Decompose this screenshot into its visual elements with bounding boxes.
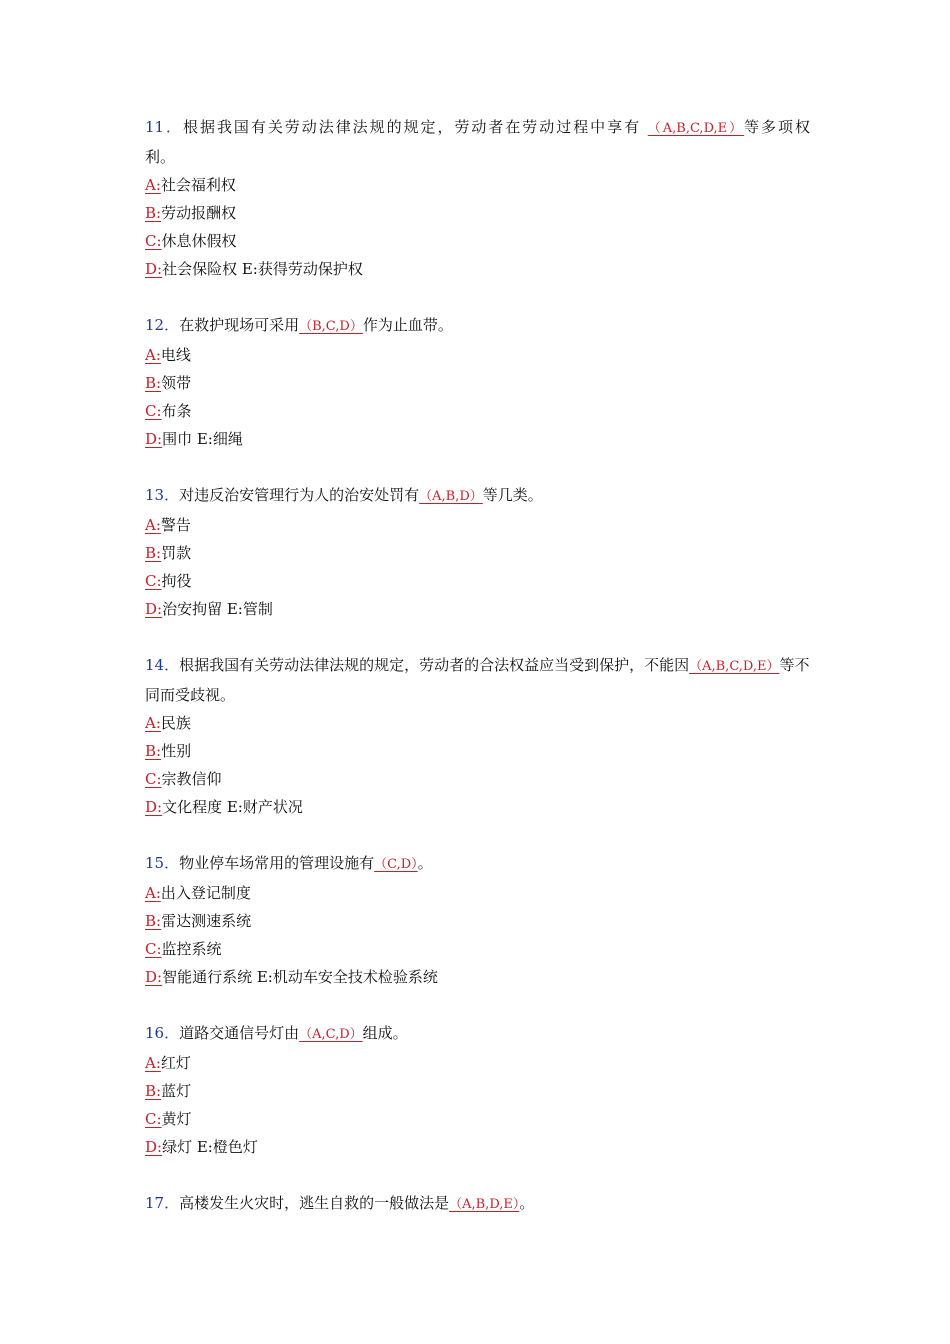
option-letter: A: — [145, 346, 161, 364]
question-stem — [145, 1019, 810, 1049]
option-letter: C: — [145, 402, 162, 420]
option-d — [145, 963, 810, 991]
option-letter: A: — [145, 516, 161, 534]
option-text: 绿灯 E:橙色灯 — [162, 1138, 258, 1156]
question-stem — [145, 113, 810, 143]
stem-text: 根据我国有关劳动法律法规的规定，劳动者的合法权益应当受到保护，不能因 — [179, 656, 690, 674]
option-a — [145, 341, 810, 369]
option-c — [145, 1105, 810, 1133]
option-text: 文化程度 E:财产状况 — [162, 798, 303, 816]
stem-text: 高楼发生火灾时，逃生自救的一般做法是 — [179, 1194, 450, 1212]
stem-text: 对违反治安管理行为人的治安处罚有 — [179, 486, 420, 504]
question-number: 14． — [145, 656, 180, 674]
option-letter: D: — [145, 968, 163, 986]
question-stem — [145, 849, 810, 879]
option-letter: C: — [145, 572, 162, 590]
option-text: 罚款 — [161, 544, 192, 562]
option-b — [145, 907, 810, 935]
option-a — [145, 879, 810, 907]
option-b — [145, 199, 810, 227]
option-c — [145, 765, 810, 793]
option-text: 警告 — [160, 516, 191, 534]
stem-text: 道路交通信号灯由 — [179, 1024, 300, 1042]
option-text: 性别 — [161, 742, 192, 760]
question-17 — [145, 1189, 810, 1219]
stem-text-post: 等几类。 — [482, 486, 543, 504]
answer-blank: （B,C,D） — [299, 319, 363, 334]
option-d — [145, 793, 810, 821]
question-number: 15． — [145, 854, 180, 872]
question-14 — [145, 651, 810, 821]
stem-text-post: 。 — [519, 1194, 535, 1212]
option-letter: B: — [145, 544, 162, 562]
option-d — [145, 255, 810, 283]
option-text: 布条 — [161, 402, 192, 420]
option-text: 蓝灯 — [161, 1082, 192, 1100]
option-b — [145, 737, 810, 765]
option-text: 雷达测速系统 — [161, 912, 252, 930]
answer-blank: （A,B,C,D,E） — [647, 121, 745, 136]
question-16 — [145, 1019, 810, 1161]
option-text: 黄灯 — [161, 1110, 192, 1128]
answer-blank: （A,B,D） — [419, 489, 483, 504]
question-number: 16． — [145, 1024, 180, 1042]
option-letter: B: — [145, 742, 162, 760]
option-text: 拘役 — [161, 572, 192, 590]
answer-blank: （A,B,C,D,E） — [689, 659, 780, 674]
option-text: 围巾 E:细绳 — [162, 430, 243, 448]
option-text: 红灯 — [160, 1054, 191, 1072]
option-text: 劳动报酬权 — [161, 204, 237, 222]
question-stem — [145, 311, 810, 341]
option-text: 出入登记制度 — [160, 884, 251, 902]
option-letter: D: — [145, 260, 163, 278]
option-letter: D: — [145, 430, 163, 448]
stem-text-post: 组成。 — [362, 1024, 408, 1042]
option-text: 休息休假权 — [161, 232, 237, 250]
question-number: 11． — [145, 118, 184, 136]
option-a — [145, 171, 810, 199]
question-15 — [145, 849, 810, 991]
stem-text: 根据我国有关劳动法律法规的规定，劳动者在劳动过程中享有 — [183, 118, 648, 136]
option-letter: D: — [145, 798, 163, 816]
option-c — [145, 227, 810, 255]
question-stem — [145, 651, 810, 709]
answer-blank: （A,B,D,E） — [449, 1197, 520, 1212]
question-number: 17． — [145, 1194, 180, 1212]
option-a — [145, 709, 810, 737]
question-13 — [145, 481, 810, 623]
option-text: 领带 — [161, 374, 192, 392]
option-d — [145, 595, 810, 623]
answer-blank: （C,D） — [374, 857, 418, 872]
question-12 — [145, 311, 810, 453]
option-text: 民族 — [160, 714, 191, 732]
question-11 — [145, 113, 810, 283]
option-text: 电线 — [160, 346, 191, 364]
question-number: 13． — [145, 486, 180, 504]
option-c — [145, 567, 810, 595]
option-c — [145, 935, 810, 963]
stem-text-post: 作为止血带。 — [362, 316, 453, 334]
option-text: 治安拘留 E:管制 — [162, 600, 273, 618]
option-letter: C: — [145, 770, 162, 788]
option-letter: D: — [145, 1138, 163, 1156]
stem-text: 物业停车场常用的管理设施有 — [179, 854, 375, 872]
option-letter: B: — [145, 374, 162, 392]
option-text: 智能通行系统 E:机动车安全技术检验系统 — [162, 968, 438, 986]
option-text: 宗教信仰 — [161, 770, 222, 788]
option-c — [145, 397, 810, 425]
option-a — [145, 1049, 810, 1077]
option-text: 社会福利权 — [160, 176, 236, 194]
option-b — [145, 539, 810, 567]
option-letter: C: — [145, 1110, 162, 1128]
option-letter: B: — [145, 912, 162, 930]
stem-text-post: 等多项权 — [744, 118, 810, 136]
option-a — [145, 511, 810, 539]
option-letter: D: — [145, 600, 163, 618]
question-stem-line2: 利。 — [145, 148, 176, 166]
option-letter: C: — [145, 232, 162, 250]
question-number: 12． — [145, 316, 180, 334]
option-letter: A: — [145, 714, 161, 732]
option-letter: A: — [145, 884, 161, 902]
answer-blank: （A,C,D） — [299, 1027, 363, 1042]
option-letter: A: — [145, 1054, 161, 1072]
stem-text: 在救护现场可采用 — [179, 316, 300, 334]
option-b — [145, 1077, 810, 1105]
stem-text-post: 。 — [417, 854, 433, 872]
option-d — [145, 425, 810, 453]
question-stem — [145, 1189, 810, 1219]
question-stem — [145, 481, 810, 511]
option-letter: C: — [145, 940, 162, 958]
option-text: 监控系统 — [161, 940, 222, 958]
option-letter: B: — [145, 204, 162, 222]
option-letter: B: — [145, 1082, 162, 1100]
option-letter: A: — [145, 176, 161, 194]
option-d — [145, 1133, 810, 1161]
option-text: 社会保险权 E:获得劳动保护权 — [162, 260, 363, 278]
stem-text-post: 等不同而受歧视。 — [145, 656, 810, 704]
option-b — [145, 369, 810, 397]
